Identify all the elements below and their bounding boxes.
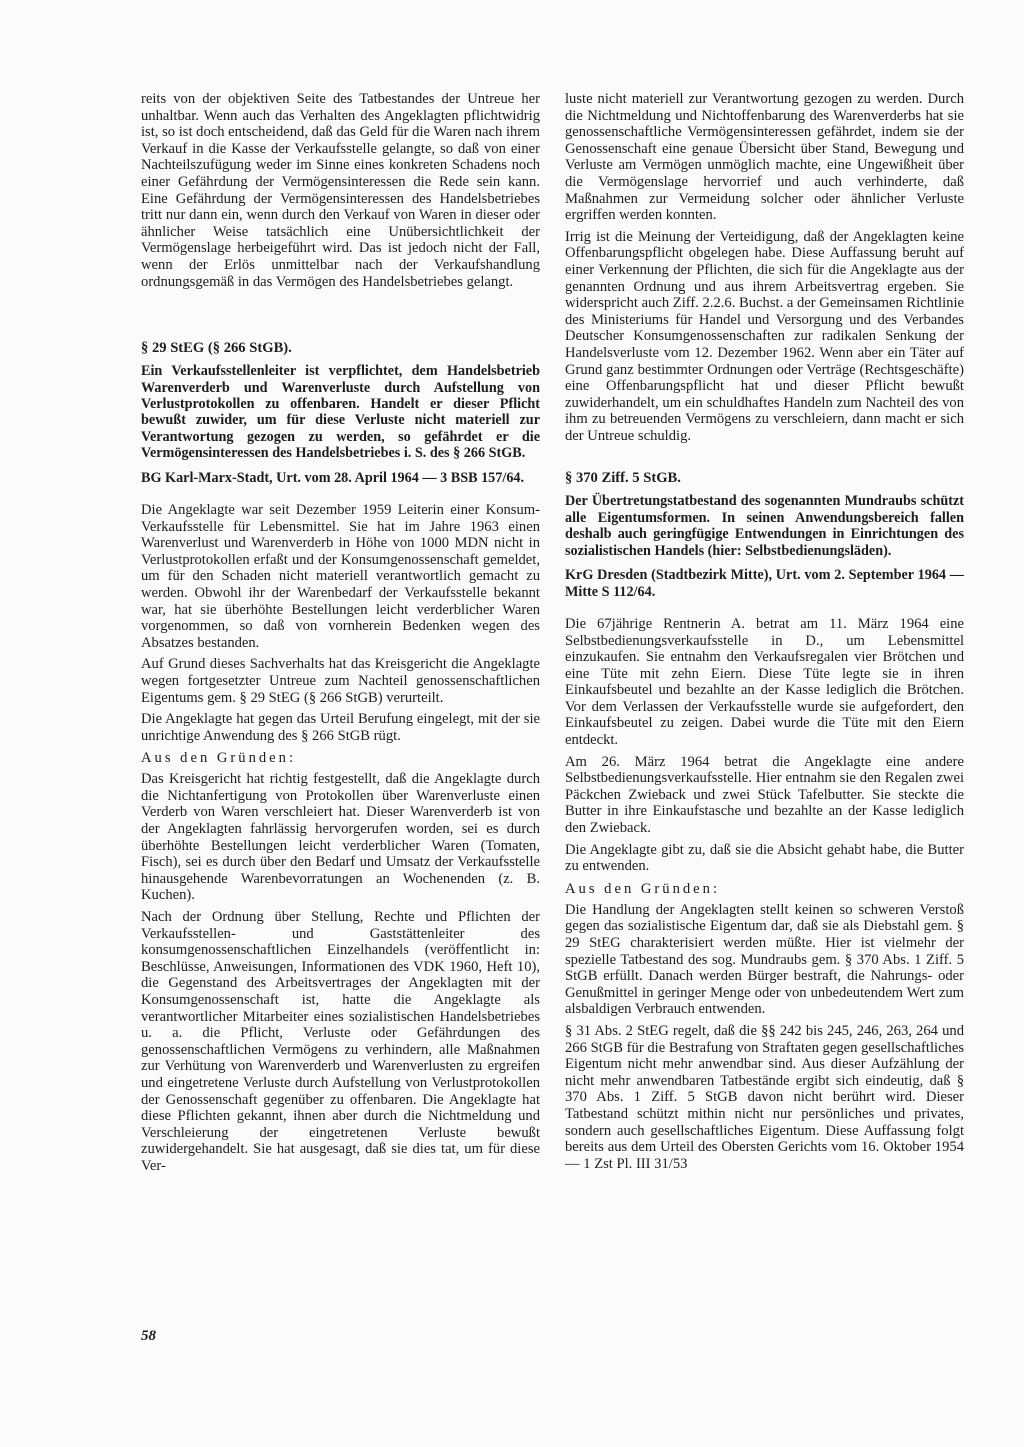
court-citation: KrG Dresden (Stadtbezirk Mitte), Urt. vom 2. September 1964 — Mitte S 112/64. [565,567,964,600]
paragraph: Auf Grund dieses Sachverhalts hat das Kreisgericht die Angeklagte wegen fortgesetzter Untreue zum Nachteil genossenschaftlichen Eigentums gem. § 29 StEG (§ 266 StGB) verurteilt. [141,656,540,706]
paragraph: Die Handlung der Angeklagten stellt keinen so schweren Verstoß gegen das sozialistische Eigentum dar, daß sie als Diebstahl gem. § 29 StEG charakterisiert werden müßte. Hier ist vielmehr der spezielle Tatbestand des sog. Mundraubs gem. § 370 Abs. 1 Ziff. 5 StGB erfüllt. Danach werden Bürger bestraft, die Nahrungs- oder Genußmittel in geringer Menge oder von unbedeutendem Wert zum alsbaldigen Verbrauch entwenden. [565,901,964,1018]
right-column [565,91,964,1177]
section-heading: § 370 Ziff. 5 StGB. [565,470,681,487]
paragraph: Irrig ist die Meinung der Verteidigung, daß der Angeklagten keine Offenbarungspflicht obgelegen habe. Diese Auffassung beruht auf einer Verkennung der Pflichten, die sich für die Angeklagte aus der genannten Ordnung und aus ihrem Arbeitsvertrag ergeben. Sie widerspricht auch Ziff. 2.2.6. Buchst. a der Gemeinsamen Richtlinie des Ministeriums für Handel und Versorgung und des Verbandes Deutscher Konsumgenossenschaften zur radikalen Senkung der Handelsverluste vom 12. Dezember 1962. Wenn aber ein Täter auf Grund ganz bestimmter Ordnungen oder Verträge (Rechtsgeschäfte) eine Offenbarungspflicht hat und dieser Pflicht bewußt zuwiderhandelt, um ein schuldhaftes Handeln zum Nachteil des von ihm zu betreuenden Vermögens zu verschleiern, dann macht er sich der Untreue schuldig. [565,228,964,444]
paragraph: Am 26. März 1964 betrat die Angeklagte eine andere Selbstbedienungsverkaufsstelle. Hier entnahm sie den Regalen zwei Päckchen Zwieback und zwei Stück Tafelbutter. Sie steckte die Butter in ihre Einkaufstasche und bezahlte an der Kasse lediglich den Zwieback. [565,753,964,837]
paragraph: Die Angeklagte gibt zu, daß sie die Absicht gehabt habe, die Butter zu entwenden. [565,841,964,875]
paragraph: § 31 Abs. 2 StEG regelt, daß die §§ 242 bis 245, 246, 263, 264 und 266 StGB für die Bestrafung von Straftaten gegen gesellschaftliches Eigentum nicht mehr anwendbar sind. Aus dieser Aufzählung der nicht mehr anwendbaren Tatbestände ergibt sich eindeutig, daß § 370 Abs. 1 Ziff. 5 StGB davon nicht berührt wird. Dieser Tatbestand schützt mithin nicht nur persönliches und privates, sondern auch gesellschaftliches Eigentum. Diese Auffassung folgt bereits aus dem Urteil des Obersten Gerichts vom 16. Oktober 1954 — 1 Zst Pl. III 31/53 [565,1022,964,1172]
paragraph: Nach der Ordnung über Stellung, Rechte und Pflichten der Verkaufsstellen- und Gaststättenleiter des konsumgenossenschaftlichen Einzelhandels (veröffentlicht in: Beschlüsse, Anweisungen, Informationen des VDK 1960, Heft 10), die Gegenstand des Arbeitsvertrages der Angeklagten mit der Konsumgenossenschaft ist, hatte die Angeklagte als verantwortlicher Mitarbeiter eines sozialistischen Handelsbetriebes u. a. die Pflicht, Verluste oder Gefährdungen des genossenschaftlichen Vermögens zu verhindern, alle Maßnahmen zur Verhütung von Warenverderb und Warenverlusten zu ergreifen und eingetretene Verluste durch Aufstellung von Verlustprotokollen der Genossenschaft gegenüber zu offenbaren. Die Angeklagte hat diese Pflichten gekannt, ihnen aber durch die Nichtmeldung und Verschleierung der eingetretenen Verluste bewußt zuwidergehandelt. Sie hat ausgesagt, daß sie dies tat, um für diese Ver- [141,909,540,1174]
left-column [141,91,540,1180]
page-number: 58 [141,1328,156,1344]
paragraph: reits von der objektiven Seite des Tatbestandes der Untreue her unhaltbar. Wenn auch das Verhalten des Angeklagten pflichtwidrig ist, so ist doch entscheidend, daß das Geld für die Waren nach ihrem Verkauf in die Kasse der Verkaufsstelle gelangte, so daß von einer Nachteilszufügung weder im Sinne eines konkreten Schadens noch einer Gefährdung der Vermögensinteressen die Rede sein kann. Eine Gefährdung der Vermögensinteressen des Handelsbetriebes tritt nur dann ein, wenn durch den Verkauf von Waren in dieser oder ähnlicher Weise tatsächlich eine Unübersichtlichkeit der Vermögenslage herbeigeführt wird. Das ist jedoch nicht der Fall, wenn der Erlös unmittelbar nach der Verkaufshandlung ordnungsgemäß in das Vermögen des Handelsbetriebes gelangt. [141,91,540,290]
reasons-heading: Aus den Gründen: [141,750,297,767]
court-citation: BG Karl-Marx-Stadt, Urt. vom 28. April 1964 — 3 BSB 157/64. [141,469,525,486]
headnote: Ein Verkaufsstellenleiter ist verpflichtet, dem Handelsbetrieb Warenverderb und Warenverluste durch Aufstellung von Verlustprotokollen zu offenbaren. Handelt er dieser Pflicht bewußt zuwider, um für diese Verluste nicht materiell zur Verantwortung gezogen zu werden, so gefährdet er die Vermögensinteressen des Handelsbetriebes i. S. des § 266 StGB. [141,363,540,462]
paragraph: luste nicht materiell zur Verantwortung gezogen zu werden. Durch die Nichtmeldung und Nichtoffenbarung des Warenverderbs hat sie genossenschaftliche Vermögensinteressen gefährdet, indem sie der Genossenschaft eine genaue Übersicht über Stand, Bewegung und Verluste am Vermögen unmöglich machte, eine Ungewißheit über die Vermögenslage hervorrief und auch verhinderte, daß Maßnahmen zur Vermeidung solcher oder ähnlicher Verluste ergriffen werden konnten. [565,91,964,224]
paragraph: Die Angeklagte war seit Dezember 1959 Leiterin einer Konsum-Verkaufsstelle für Lebensmittel. Sie hat im Jahre 1963 einen Warenverlust und Warenverderb in Höhe von 1000 MDN nicht in Verlustprotokollen erfaßt und der Konsumgenossenschaft gemeldet, um für den Schaden nicht materiell verantwortlich gemacht zu werden. Obwohl ihr der Warenbedarf der Verkaufsstelle bekannt war, hat sie überhöhte Bestellungen leicht verderblicher Waren vorgenommen, so daß von vornherein Bedenken wegen des Absatzes bestanden. [141,501,540,651]
paragraph: Das Kreisgericht hat richtig festgestellt, daß die Angeklagte durch die Nichtanfertigung von Protokollen über Warenverluste einen Verderb von Waren verschleiert hat. Dieser Warenverderb ist von der Angeklagten fahrlässig hervorgerufen worden, sei es durch überhöhte Bestellungen leicht verderblicher Waren (Tomaten, Fisch), sei es durch über den Bedarf und Umsatz der Verkaufsstelle hinausgehende Warenbevorratungen an Wochenenden (z. B. Kuchen). [141,771,540,904]
reasons-heading: Aus den Gründen: [565,880,721,897]
headnote: Der Übertretungstatbestand des sogenannten Mundraubs schützt alle Eigentumsformen. In seinen Anwendungsbereich fallen deshalb auch geringfügige Entwendungen in Einrichtungen des sozialistischen Handels (hier: Selbstbedienungsläden). [565,493,964,559]
section-heading: § 29 StEG (§ 266 StGB). [141,340,292,357]
paragraph: Die 67jährige Rentnerin A. betrat am 11. März 1964 eine Selbstbedienungsverkaufsstelle in D., um Lebensmittel einzukaufen. Sie entnahm den Verkaufsregalen vier Brötchen und eine Tüte mit zehn Eiern. Diese Tüte legte sie in ihren Einkaufsbeutel und bezahlte an der Kasse lediglich die Brötchen. Vor dem Verlassen der Verkaufsstelle wurde sie aufgefordert, den Einkaufsbeutel zu zeigen. Dabei wurde die Tüte mit den Eiern entdeckt. [565,615,964,749]
paragraph: Die Angeklagte hat gegen das Urteil Berufung eingelegt, mit der sie unrichtige Anwendung des § 266 StGB rügt. [141,711,540,744]
